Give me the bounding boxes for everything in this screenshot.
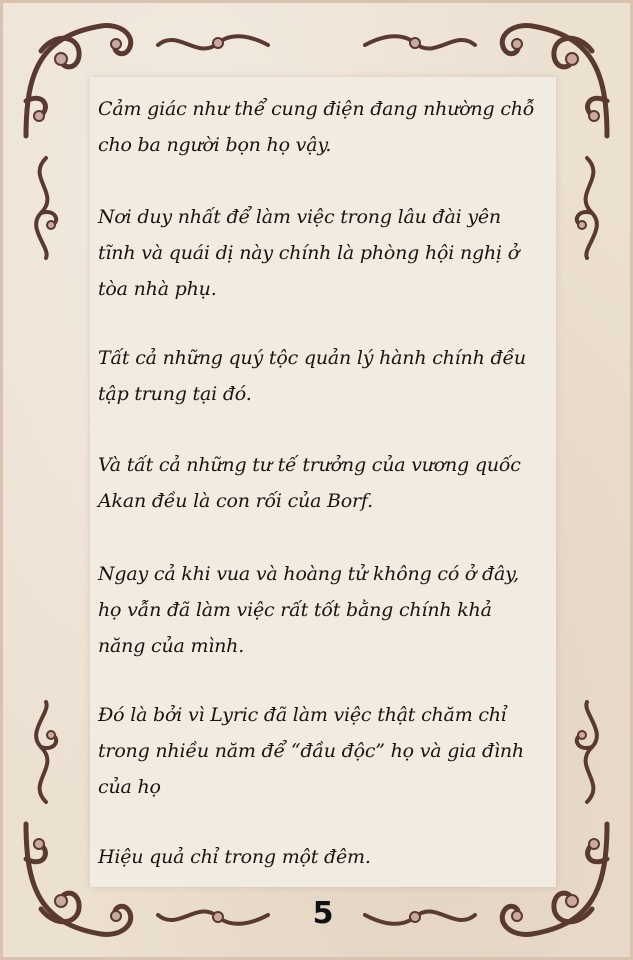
top-ornament-left [153, 23, 273, 67]
paragraph-3: Tất cả những quý tộc quản lý hành chính đều tập trung tại đó. [98, 347, 526, 405]
side-ornament-left-upper [21, 153, 71, 263]
page-number: 5 [312, 896, 334, 931]
paragraph-1: Cảm giác như thể cung điện đang nhường chỗ cho ba người bọn họ vậy. [98, 98, 535, 156]
bottom-ornament-right [360, 893, 480, 937]
paragraph-6: Đó là bởi vì Lyric đã làm việc thật chăm chỉ trong nhiều năm để “đầu độc” họ và gia đình của họ [98, 704, 524, 798]
paragraph-4: Và tất cả những tư tế trưởng của vương quốc Akan đều là con rối của Borf. [98, 454, 521, 512]
bottom-ornament-left [153, 893, 273, 937]
paragraph-5: Ngay cả khi vua và hoàng tử không có ở đây, họ vẫn đã làm việc rất tốt bằng chính khả năng của mình. [98, 563, 519, 657]
side-ornament-right-upper [562, 153, 612, 263]
paragraph-7: Hiệu quả chỉ trong một đêm. [98, 846, 371, 868]
top-ornament-right [360, 23, 480, 67]
side-ornament-right-lower [562, 697, 612, 807]
paragraph-2: Nơi duy nhất để làm việc trong lâu đài yên tĩnh và quái dị này chính là phòng hội nghị ở tòa nhà phụ. [98, 206, 519, 300]
side-ornament-left-lower [21, 697, 71, 807]
